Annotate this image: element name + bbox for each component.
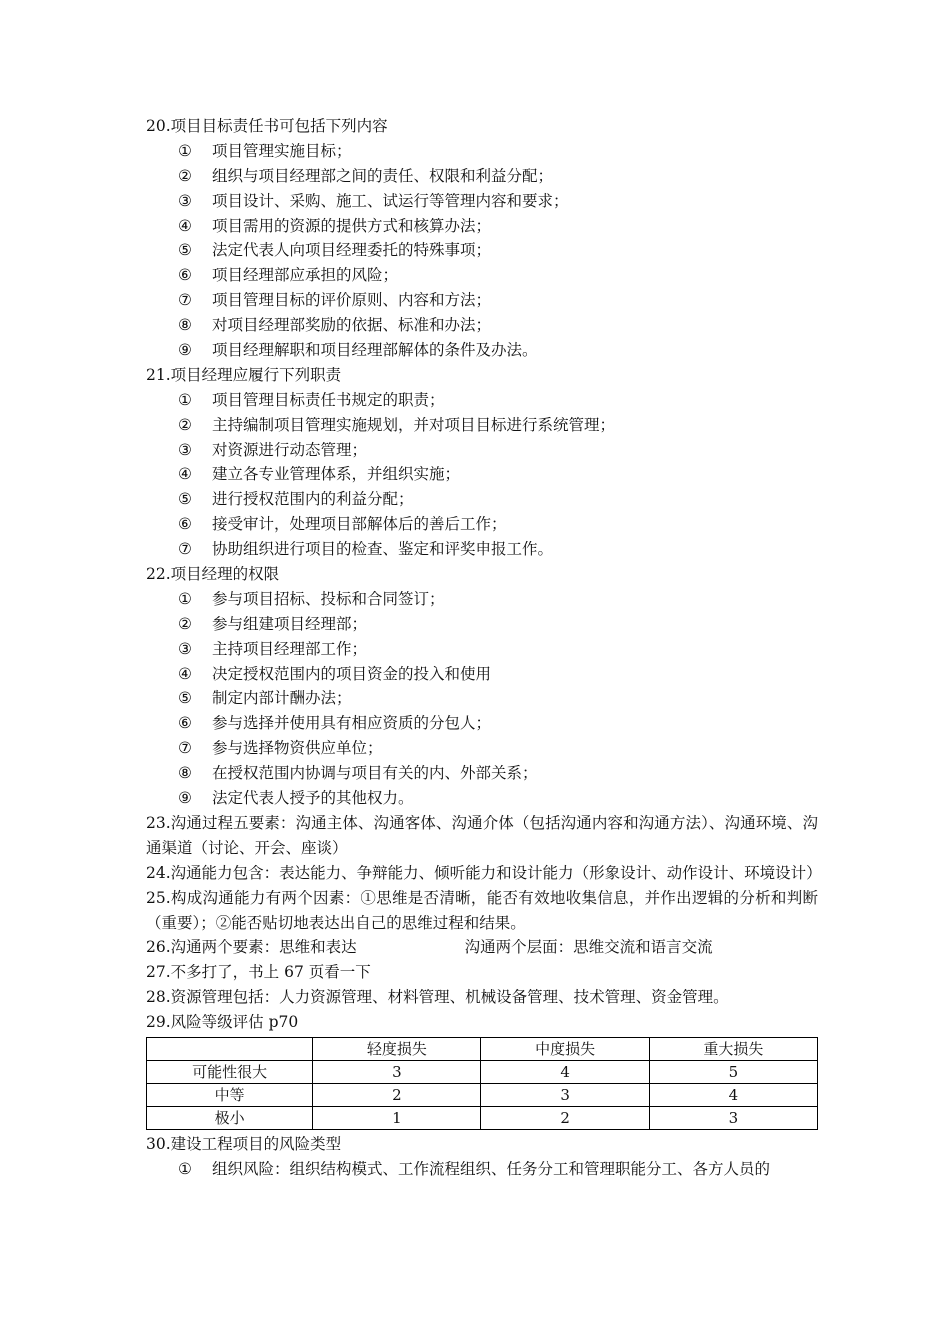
item-number: ⑦ (178, 739, 192, 758)
item-number: ⑤ (178, 241, 192, 260)
table-header-cell: 中度损失 (481, 1038, 649, 1061)
list-item (146, 686, 818, 711)
table-cell: 3 (313, 1061, 481, 1084)
table-cell: 3 (481, 1084, 649, 1107)
section-20 (146, 114, 818, 363)
item-number: ② (178, 415, 192, 434)
table-row (147, 1107, 818, 1130)
list-item (146, 263, 818, 288)
list-item (146, 238, 818, 263)
list-item (146, 612, 818, 637)
item-text: 参与选择并使用具有相应资质的分包人； (212, 714, 492, 733)
item-text: 参与选择物资供应单位； (212, 739, 383, 758)
item-number: ② (178, 166, 192, 185)
item-number: ⑧ (178, 764, 192, 783)
list-item (146, 189, 818, 214)
table-cell: 5 (649, 1061, 817, 1084)
paragraph-25: 25.构成沟通能力有两个因素：①思维是否清晰，能否有效地收集信息，并作出逻辑的分析和判断（重要）；②能否贴切地表达出自己的思维过程和结果。 (146, 888, 818, 932)
list-item (146, 587, 818, 612)
list-item (146, 313, 818, 338)
item-number: ④ (178, 664, 192, 683)
item-number: ③ (178, 639, 192, 658)
item-text: 进行授权范围内的利益分配； (212, 490, 414, 509)
item-number: ① (178, 589, 192, 608)
table-cell: 4 (649, 1084, 817, 1107)
section-heading: 21.项目经理应履行下列职责 (146, 365, 342, 384)
item-number: ⑦ (178, 540, 192, 559)
document-page (146, 114, 822, 1182)
item-number: ⑦ (178, 291, 192, 310)
item-text: 组织风险：组织结构模式、工作流程组织、任务分工和管理职能分工、各方人员的 (212, 1159, 771, 1178)
list-item (146, 761, 818, 786)
item-text: 法定代表人授予的其他权力。 (212, 789, 414, 808)
item-number: ⑨ (178, 789, 192, 808)
list-item (146, 487, 818, 512)
item-text: 决定授权范围内的项目资金的投入和使用 (212, 664, 492, 683)
item-text: 协助组织进行项目的检查、鉴定和评奖申报工作。 (212, 540, 554, 559)
list-item (146, 637, 818, 662)
item-text: 主持编制项目管理实施规划，并对项目目标进行系统管理； (212, 415, 616, 434)
list-item (146, 139, 818, 164)
section-21 (146, 363, 818, 562)
item-number: ④ (178, 465, 192, 484)
item-number: ⑧ (178, 316, 192, 335)
list-item (146, 338, 818, 363)
item-number: ⑥ (178, 714, 192, 733)
table-cell: 4 (481, 1061, 649, 1084)
list-item (146, 388, 818, 413)
item-text: 项目需用的资源的提供方式和核算办法； (212, 216, 492, 235)
list-item (146, 1157, 818, 1182)
item-number: ⑤ (178, 689, 192, 708)
table-cell: 1 (313, 1107, 481, 1130)
item-text: 参与项目招标、投标和合同签订； (212, 589, 445, 608)
item-text: 对项目经理部奖励的依据、标准和办法； (212, 316, 492, 335)
paragraph-24: 24.沟通能力包含：表达能力、争辩能力、倾听能力和设计能力（形象设计、动作设计、环境设计） (146, 863, 822, 882)
section-heading: 20.项目目标责任书可包括下列内容 (146, 117, 388, 135)
item-text: 建立各专业管理体系，并组织实施； (212, 465, 461, 484)
paragraph-26-levels: 沟通两个层面：思维交流和语言交流 (464, 938, 713, 957)
item-number: ① (178, 141, 192, 160)
list-item (146, 537, 818, 562)
item-text: 法定代表人向项目经理委托的特殊事项； (212, 241, 492, 260)
item-text: 项目管理目标的评价原则、内容和方法； (212, 291, 492, 310)
table-header-row (147, 1038, 818, 1061)
list-item (146, 462, 818, 487)
risk-assessment-table (146, 1037, 818, 1130)
list-item (146, 288, 818, 313)
list-item (146, 164, 818, 189)
list-item (146, 413, 818, 438)
item-number: ③ (178, 191, 192, 210)
item-text: 组织与项目经理部之间的责任、权限和利益分配； (212, 166, 554, 185)
table-header-cell (147, 1038, 313, 1061)
table-cell: 2 (313, 1084, 481, 1107)
item-text: 项目管理实施目标； (212, 141, 352, 160)
section-22 (146, 562, 818, 811)
item-text: 接受审计，处理项目部解体后的善后工作； (212, 515, 507, 534)
table-row-label: 可能性很大 (147, 1061, 313, 1084)
table-row (147, 1061, 818, 1084)
table-header-cell: 轻度损失 (313, 1038, 481, 1061)
table-row-label: 中等 (147, 1084, 313, 1107)
item-text: 项目管理目标责任书规定的职责； (212, 390, 445, 409)
item-number: ③ (178, 440, 192, 459)
item-number: ⑨ (178, 341, 192, 360)
list-item (146, 214, 818, 239)
item-text: 项目设计、采购、施工、试运行等管理内容和要求； (212, 191, 569, 210)
list-item (146, 438, 818, 463)
item-text: 主持项目经理部工作； (212, 639, 368, 658)
item-text: 制定内部计酬办法； (212, 689, 352, 708)
paragraph-26-elements: 26.沟通两个要素：思维和表达 (146, 938, 357, 957)
paragraph-29: 29.风险等级评估 p70 (146, 1013, 299, 1032)
item-number: ① (178, 1159, 192, 1178)
table-header-cell: 重大损失 (649, 1038, 817, 1061)
list-item (146, 512, 818, 537)
item-text: 在授权范围内协调与项目有关的内、外部关系； (212, 764, 538, 783)
table-cell: 2 (481, 1107, 649, 1130)
section-heading: 22.项目经理的权限 (146, 565, 280, 584)
item-number: ② (178, 614, 192, 633)
item-text: 对资源进行动态管理； (212, 440, 368, 459)
item-number: ④ (178, 216, 192, 235)
item-text: 参与组建项目经理部； (212, 614, 368, 633)
paragraph-28: 28.资源管理包括：人力资源管理、材料管理、机械设备管理、技术管理、资金管理。 (146, 988, 729, 1007)
list-item (146, 662, 818, 687)
item-text: 项目经理解职和项目经理部解体的条件及办法。 (212, 341, 538, 360)
paragraph-23: 23.沟通过程五要素：沟通主体、沟通客体、沟通介体（包括沟通内容和沟通方法）、沟通环境、沟通渠道（讨论、开会、座谈） (146, 813, 818, 857)
table-row (147, 1084, 818, 1107)
item-number: ① (178, 390, 192, 409)
item-number: ⑥ (178, 266, 192, 285)
table-cell: 3 (649, 1107, 817, 1130)
table-row-label: 极小 (147, 1107, 313, 1130)
item-number: ⑥ (178, 515, 192, 534)
item-text: 项目经理部应承担的风险； (212, 266, 399, 285)
paragraph-26 (146, 935, 818, 960)
list-item (146, 786, 818, 811)
list-item (146, 736, 818, 761)
section-heading: 30.建设工程项目的风险类型 (146, 1135, 342, 1154)
item-number: ⑤ (178, 490, 192, 509)
list-item (146, 711, 818, 736)
paragraph-27: 27.不多打了，书上 67 页看一下 (146, 963, 371, 982)
